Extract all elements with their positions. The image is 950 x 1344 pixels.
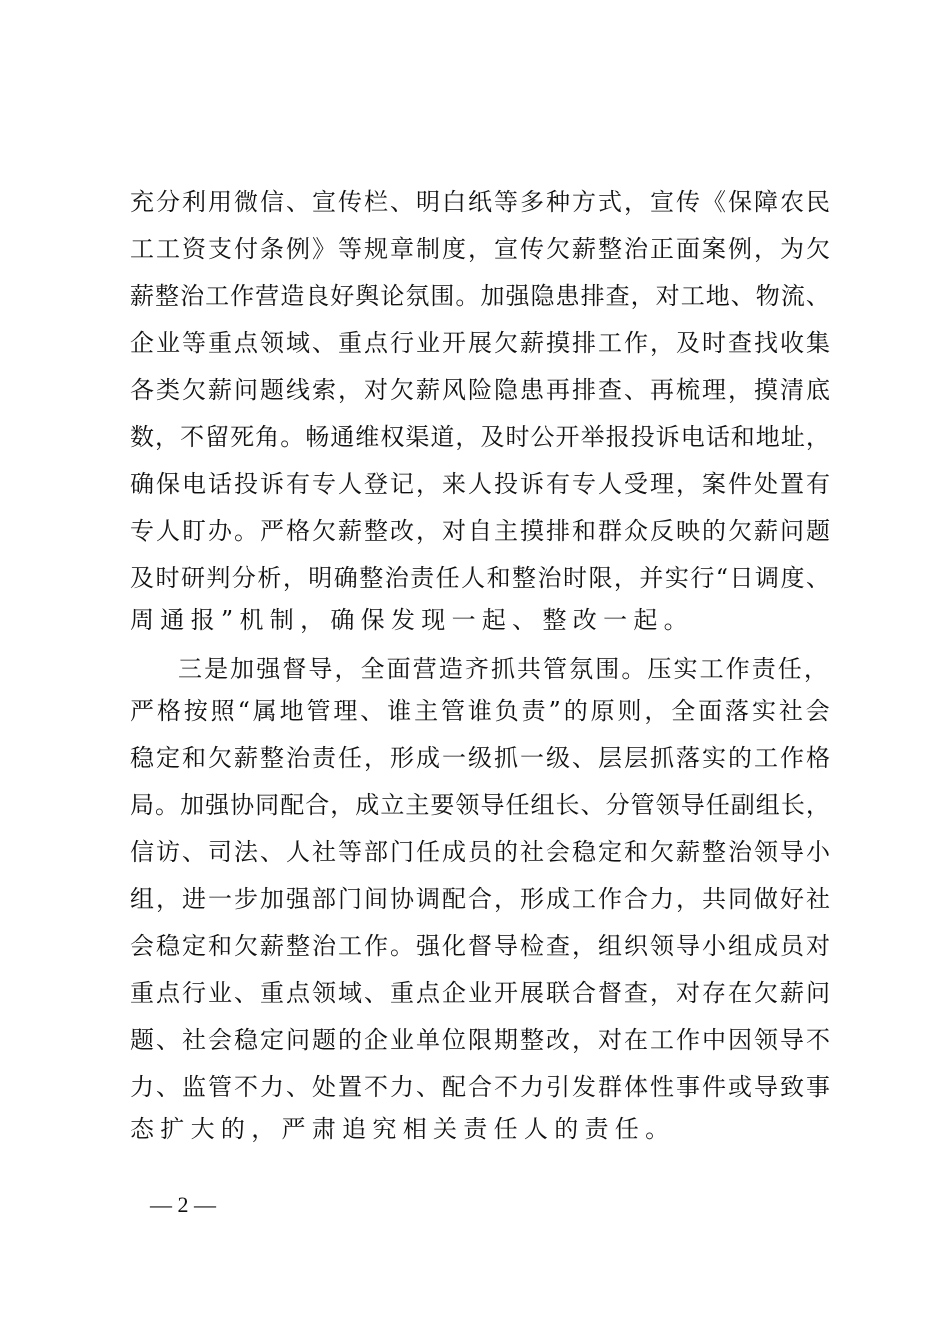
paragraph-2-line-2: 严 格 按 照 “ 属 地 管 理 、 谁 主 管 谁 负 责 ” 的 原 则 ， 全 面 落 实 社 会 (130, 697, 830, 725)
paragraph-2-line-4: 局 。 加 强 协 同 配 合 ， 成 立 主 要 领 导 任 组 长 、 分 管 领 导 任 副 组 长 ， (130, 791, 830, 819)
paragraph-1-line-9: 及 时 研 判 分 析 ， 明 确 整 治 责 任 人 和 整 治 时 限 ， 并 实 行 “ 日 调 度 、 (130, 564, 830, 592)
paragraph-1-line-4: 企 业 等 重 点 领 域 、 重 点 行 业 开 展 欠 薪 摸 排 工 作 ， 及 时 查 找 收 集 (130, 329, 830, 357)
paragraph-2-line-1: 三 是 加 强 督 导 ， 全 面 营 造 齐 抓 共 管 氛 围 。 压 实 工 作 责 任 ， (178, 655, 828, 683)
paragraph-2-line-10: 力 、 监 管 不 力 、 处 置 不 力 、 配 合 不 力 引 发 群 体 性 事 件 或 导 致 事 (130, 1073, 830, 1101)
page-number: — 2 — (150, 1192, 216, 1217)
paragraph-2-line-7: 会 稳 定 和 欠 薪 整 治 工 作 。 强 化 督 导 检 查 ， 组 织 领 导 小 组 成 员 对 (130, 932, 830, 960)
paragraph-2-line-11: 态扩大的，严肃追究相关责任人的责任。 (130, 1115, 676, 1143)
paragraph-1-line-7: 确 保 电 话 投 诉 有 专 人 登 记 ， 来 人 投 诉 有 专 人 受 理 ， 案 件 处 置 有 (130, 470, 830, 498)
paragraph-2-line-5: 信 访 、 司 法 、 人 社 等 部 门 任 成 员 的 社 会 稳 定 和 欠 薪 整 治 领 导 小 (130, 838, 830, 866)
paragraph-1-line-8: 专 人 盯 办 。 严 格 欠 薪 整 改 ， 对 自 主 摸 排 和 群 众 反 映 的 欠 薪 问 题 (130, 517, 830, 545)
paragraph-1-line-2: 工 工 资 支 付 条 例 》 等 规 章 制 度 ， 宣 传 欠 薪 整 治 正 面 案 例 ， 为 欠 (130, 235, 830, 263)
paragraph-2-line-8: 重 点 行 业 、 重 点 领 域 、 重 点 企 业 开 展 联 合 督 查 ， 对 存 在 欠 薪 问 (130, 979, 830, 1007)
paragraph-1-line-6: 数 ， 不 留 死 角 。 畅 通 维 权 渠 道 ， 及 时 公 开 举 报 投 诉 电 话 和 地 址 ， (130, 423, 830, 451)
paragraph-2-line-9: 题 、 社 会 稳 定 问 题 的 企 业 单 位 限 期 整 改 ， 对 在 工 作 中 因 领 导 不 (130, 1026, 830, 1054)
paragraph-2-line-3: 稳 定 和 欠 薪 整 治 责 任 ， 形 成 一 级 抓 一 级 、 层 层 抓 落 实 的 工 作 格 (130, 744, 830, 772)
paragraph-1-line-5: 各 类 欠 薪 问 题 线 索 ， 对 欠 薪 风 险 隐 患 再 排 查 、 再 梳 理 ， 摸 清 底 (130, 376, 830, 404)
paragraph-1-line-1: 充 分 利 用 微 信 、 宣 传 栏 、 明 白 纸 等 多 种 方 式 ， 宣 传 《 保 障 农 民 (130, 188, 830, 216)
paragraph-2-line-6: 组 ， 进 一 步 加 强 部 门 间 协 调 配 合 ， 形 成 工 作 合 力 ， 共 同 做 好 社 (130, 885, 830, 913)
paragraph-1-line-10: 周通报”机制，确保发现一起、整改一起。 (130, 606, 694, 634)
paragraph-1-line-3: 薪 整 治 工 作 营 造 良 好 舆 论 氛 围 。 加 强 隐 患 排 查 ， 对 工 地 、 物 流 、 (130, 282, 830, 310)
